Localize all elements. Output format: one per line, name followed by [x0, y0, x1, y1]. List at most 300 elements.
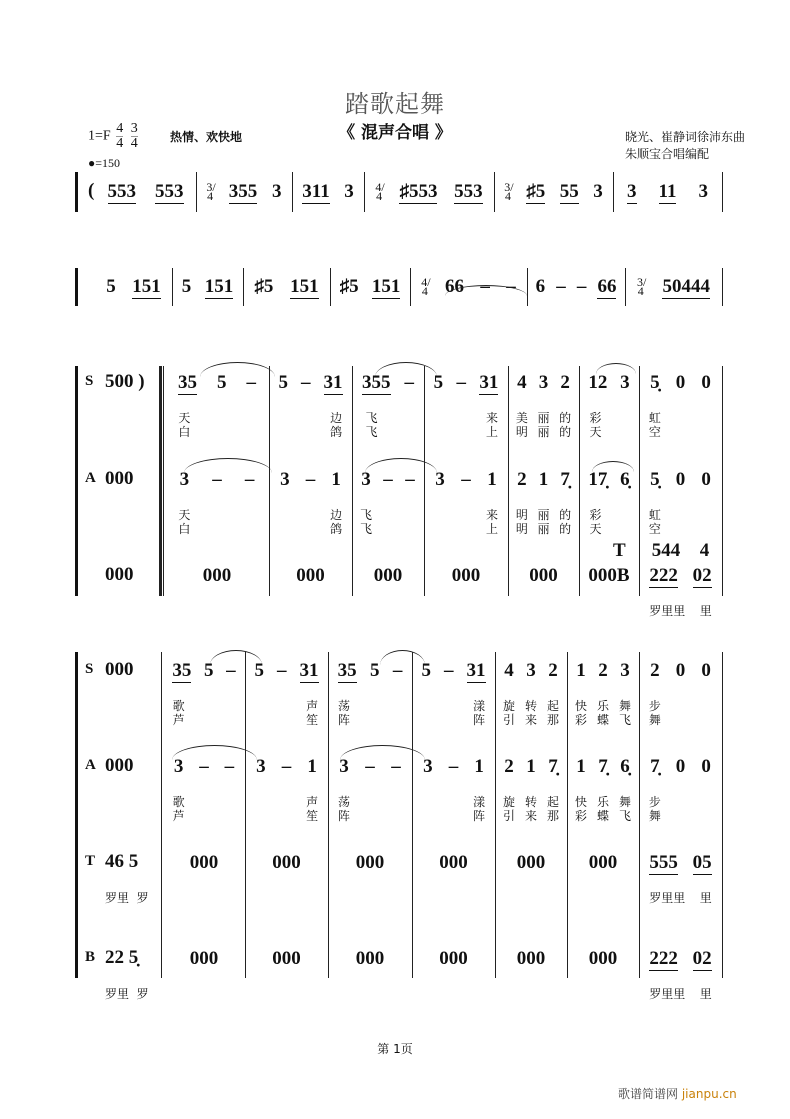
lyric-row [511, 411, 576, 425]
lyric [279, 522, 291, 536]
lyric: 丽 [537, 522, 550, 536]
note: 0 [675, 660, 686, 681]
lyric [398, 425, 410, 439]
measure [570, 851, 636, 875]
measure [333, 275, 407, 299]
lyric [434, 508, 446, 522]
note: 151 [371, 275, 401, 297]
note: 000 [189, 948, 219, 969]
lyric: 舞 [648, 713, 661, 727]
lyric-row [272, 411, 349, 425]
lyric: 歌 [172, 699, 185, 713]
lyric: 明 [515, 508, 528, 522]
lyric: 天 [589, 425, 602, 439]
pickup-notes: 000 [105, 755, 134, 776]
lyric: 彩 [574, 809, 587, 823]
voice-label: A [85, 470, 96, 486]
barline [196, 172, 197, 212]
lyric [447, 795, 459, 809]
note: 000B [588, 565, 630, 586]
note: 000 [588, 852, 618, 873]
lyric-row [642, 713, 719, 727]
lyric: 飞 [618, 713, 631, 727]
measure [168, 564, 266, 588]
lyric: 引 [502, 713, 515, 727]
note: 000 [451, 565, 481, 586]
slur [596, 363, 636, 374]
measure [166, 947, 242, 971]
note: 5 [278, 372, 288, 393]
note: 35 [172, 659, 192, 681]
lyric: 声 [306, 699, 319, 713]
lyric: 罗里 罗 [105, 987, 149, 1001]
lyric [255, 713, 267, 727]
note: – [456, 372, 466, 393]
lyric-row [248, 713, 325, 727]
lyric [211, 522, 223, 536]
measure [295, 180, 361, 204]
lyric [675, 425, 687, 439]
lyric-row [642, 604, 719, 618]
lyric: 上 [485, 522, 498, 536]
lyric-row [168, 425, 266, 439]
song-title: 踏歌起舞 [345, 90, 445, 118]
measure [427, 468, 505, 492]
lyric-row [166, 699, 242, 713]
lyric-row [272, 425, 349, 439]
lyric: 边 [330, 411, 343, 425]
measure [168, 539, 266, 563]
lyric: 天 [589, 522, 602, 536]
lyric-row [582, 425, 636, 439]
lyric: 明 [515, 425, 528, 439]
lyric-row [427, 425, 505, 439]
lyric: 漾 [473, 795, 486, 809]
lyric [390, 795, 402, 809]
lyric: 乐 [596, 699, 609, 713]
lyric-row [248, 795, 325, 809]
lyric-row [168, 411, 266, 425]
measure [498, 755, 564, 779]
lyric: 荡 [337, 699, 350, 713]
note: 151 [290, 275, 319, 297]
lyric: 里 [699, 604, 712, 618]
lyric: 笙 [306, 809, 319, 823]
lyric: 蝶 [596, 713, 609, 727]
lyric-row [355, 522, 421, 536]
measure [582, 371, 636, 395]
note: 0 [675, 372, 686, 393]
lyric [460, 411, 472, 425]
barline [722, 652, 723, 978]
measure [175, 275, 240, 299]
lyric: 来 [524, 713, 537, 727]
note: T [612, 540, 626, 561]
barline [328, 652, 329, 978]
note: – [392, 660, 403, 681]
note: – [405, 469, 415, 490]
lyric [460, 425, 472, 439]
lyric-row [272, 522, 349, 536]
note: 7̣ [598, 756, 608, 777]
lyric: 那 [546, 809, 559, 823]
tempo-value: =150 [95, 156, 121, 170]
lyric: 起 [546, 795, 559, 809]
measure [415, 659, 492, 683]
lyric [198, 795, 210, 809]
lyric-row [498, 713, 564, 727]
lyric [616, 508, 628, 522]
note: 553 [454, 180, 483, 202]
lyric: 天 [178, 411, 191, 425]
note: – [281, 756, 292, 777]
lyric [616, 411, 628, 425]
lyric-row [570, 795, 636, 809]
note: 3 [280, 469, 290, 490]
measure [582, 539, 636, 563]
lyric: 漾 [473, 699, 486, 713]
note: – [226, 660, 236, 681]
lyric [700, 522, 712, 536]
lyric [675, 522, 687, 536]
lyric-row [331, 809, 409, 823]
measure [642, 851, 719, 875]
lyric [255, 795, 267, 809]
note: 3 [538, 372, 549, 393]
measure [331, 851, 409, 875]
expression-marking: 热情、欢快地 [170, 130, 243, 144]
lyric-row [166, 795, 242, 809]
note: 3 [256, 756, 266, 777]
measure [246, 275, 327, 299]
lyric-row [355, 411, 421, 425]
measure [616, 180, 719, 204]
measure [511, 371, 576, 395]
watermark [618, 1085, 737, 1102]
note: 3 [173, 756, 184, 777]
measure [511, 468, 576, 492]
lyric: 来 [485, 508, 498, 522]
lyric: 芦 [172, 713, 185, 727]
note: 31 [466, 659, 486, 681]
measure [272, 564, 349, 588]
note: 553 [155, 180, 184, 202]
lyric: 转 [524, 795, 537, 809]
lyric: 阵 [473, 809, 486, 823]
lyric [279, 411, 291, 425]
lyric [675, 713, 687, 727]
ts-den: 4 [116, 136, 124, 151]
note: 6 [535, 276, 546, 297]
pickup-notes: 500 ) [105, 371, 145, 392]
note: 3 [593, 181, 603, 202]
note: – [246, 372, 256, 393]
lyric [422, 713, 434, 727]
system-bracket [75, 366, 78, 596]
lyric [700, 411, 712, 425]
note: 222 [649, 947, 678, 969]
lyric-row [642, 891, 719, 905]
lyric: 飞 [359, 522, 372, 536]
lyric [211, 411, 223, 425]
lyric [700, 508, 712, 522]
note: 2 [650, 660, 660, 681]
note: 0 [701, 660, 711, 681]
measure [272, 468, 349, 492]
time-signature: 3/4 [504, 180, 514, 203]
note: 0 [675, 469, 686, 490]
lyric-row [415, 713, 492, 727]
lyric: 旋 [502, 795, 515, 809]
note: – [576, 276, 587, 297]
note: 3 [344, 181, 354, 202]
note: 3 [627, 180, 637, 202]
note: – [365, 756, 375, 777]
ts-num: 3 [130, 121, 138, 136]
note: 5̣ [650, 469, 660, 490]
lyric: 飞 [365, 411, 378, 425]
lyric: 鸽 [330, 522, 343, 536]
lyric: 罗里里 [649, 987, 686, 1001]
barline [159, 366, 162, 596]
note: 05 [692, 851, 712, 873]
lyric: 丽 [537, 508, 550, 522]
system-bracket [75, 268, 78, 306]
lyric: 丽 [537, 411, 550, 425]
lyric-row [642, 809, 719, 823]
lyric: 步 [648, 699, 661, 713]
time-signature: 4/4 [375, 180, 385, 203]
slur [200, 362, 275, 377]
lyric-row [415, 795, 492, 809]
ts-den: 4 [130, 136, 138, 151]
lyric: 白 [178, 522, 191, 536]
lyric: 转 [524, 699, 537, 713]
time-signature-2 [131, 122, 138, 151]
barline [330, 268, 331, 306]
note: 7̣ [560, 469, 570, 490]
system-bracket [75, 172, 78, 212]
lyric-row [427, 522, 505, 536]
credit-arranger: 朱顺宝合唱编配 [625, 147, 710, 161]
lyric [211, 508, 223, 522]
lyric [244, 411, 256, 425]
note: – [244, 469, 255, 490]
lyric-row [642, 522, 719, 536]
lyric: 的 [559, 522, 572, 536]
note: 31 [299, 659, 319, 681]
lyric [198, 809, 210, 823]
lyric: 白 [178, 425, 191, 439]
lyric [434, 425, 446, 439]
lyric [390, 699, 402, 713]
note: 151 [132, 275, 161, 297]
measure [642, 468, 719, 492]
note: ♯5 [339, 276, 359, 297]
note: 3 [435, 469, 445, 490]
note: 555 [649, 851, 678, 873]
note: 35 [178, 371, 197, 393]
lyric [244, 522, 256, 536]
note: – [480, 276, 490, 297]
note: 5 [254, 660, 264, 681]
lyric: 歌 [172, 795, 185, 809]
note: 3 [698, 181, 708, 202]
lyric: 旋 [502, 699, 515, 713]
voice-label: T [85, 853, 96, 869]
note: 17̣ [588, 469, 608, 490]
barline [292, 172, 293, 212]
note: 5 [217, 372, 227, 393]
slur [210, 650, 262, 665]
lyric-row [642, 699, 719, 713]
note: 000 [588, 948, 618, 969]
note: 1 [331, 469, 341, 490]
lyric-row [642, 508, 719, 522]
time-signature: 3/4 [637, 275, 647, 298]
voice-label: B [85, 949, 96, 965]
note: – [461, 469, 471, 490]
barline [364, 172, 365, 212]
measure [642, 564, 719, 588]
measure [427, 371, 505, 395]
watermark-url: jianpu.cn [681, 1087, 737, 1101]
lyric [223, 699, 235, 713]
slur [365, 458, 437, 473]
lyric: 乐 [596, 795, 609, 809]
note: 1 [576, 756, 586, 777]
note: 0 [701, 756, 711, 777]
measure [498, 851, 564, 875]
note: 5 [421, 660, 431, 681]
note: 311 [302, 180, 330, 202]
lyric [422, 809, 434, 823]
lyric: 的 [559, 508, 572, 522]
measure [570, 755, 636, 779]
lyric-row [498, 795, 564, 809]
pickup-notes: 000 [105, 659, 134, 680]
lyric [382, 522, 394, 536]
barline [722, 268, 723, 306]
lyric: 笙 [306, 713, 319, 727]
lyric [675, 699, 687, 713]
note: 000 [439, 948, 468, 969]
voice-label: A [85, 757, 96, 773]
lyric: 起 [546, 699, 559, 713]
barline [410, 268, 411, 306]
lyric [675, 795, 687, 809]
lyric [279, 508, 291, 522]
lyric [364, 795, 376, 809]
lyric [434, 411, 446, 425]
note: ♯5 [254, 276, 274, 297]
note: 1 [538, 469, 549, 490]
note: 5 [369, 660, 380, 681]
note: – [448, 756, 459, 777]
measure [582, 564, 636, 588]
lyric-row [570, 713, 636, 727]
measure [642, 755, 719, 779]
lyric: 里 [699, 891, 712, 905]
barline [269, 366, 270, 596]
lyric: 罗里里 [649, 891, 686, 905]
lyric [304, 425, 316, 439]
lyric: 来 [524, 809, 537, 823]
note: 7̣ [650, 756, 660, 777]
ts-num: 4 [116, 121, 124, 136]
lyric: 快 [574, 795, 587, 809]
barline [352, 366, 353, 596]
key-signature: 1=F [88, 128, 111, 144]
lyric-row [331, 699, 409, 713]
lyric: 飞 [359, 508, 372, 522]
note: 2 [548, 660, 558, 681]
note: 000 [272, 948, 301, 969]
lyric [244, 425, 256, 439]
note: 66 [445, 276, 465, 297]
barline [722, 172, 723, 212]
lyric [279, 425, 291, 439]
lyric-row [331, 713, 409, 727]
measure [248, 947, 325, 971]
note: 2 [598, 660, 608, 681]
lyric-row [582, 508, 636, 522]
lyric: 舞 [648, 809, 661, 823]
note: – [212, 469, 222, 490]
lyric [700, 795, 712, 809]
lyric: 的 [559, 425, 572, 439]
lyric [447, 809, 459, 823]
lyric: 虹 [648, 508, 661, 522]
note: 1 [474, 756, 484, 777]
measure [415, 851, 492, 875]
note: ♯553 [399, 180, 438, 202]
note: – [301, 372, 311, 393]
slur [375, 362, 437, 377]
lyric [398, 411, 410, 425]
pickup-notes: ( [88, 180, 95, 201]
note: 7̣ [548, 756, 558, 777]
lyric-row [570, 699, 636, 713]
barline [424, 366, 425, 596]
barline [639, 652, 640, 978]
lyric: 荡 [337, 795, 350, 809]
note: 5 [433, 372, 444, 393]
note: 35 [337, 659, 357, 681]
lyric [404, 522, 416, 536]
note: 31 [323, 371, 343, 393]
note: 5̣ [650, 372, 660, 393]
pickup-notes: 46 5 [105, 851, 139, 872]
note: – [556, 276, 566, 297]
lyric-row [248, 809, 325, 823]
slur [184, 458, 272, 473]
lyric: 彩 [574, 713, 587, 727]
lyric: 那 [546, 713, 559, 727]
lyric: 边 [330, 508, 343, 522]
lyric [434, 522, 446, 536]
lyric [223, 809, 235, 823]
tempo-marking [88, 156, 120, 171]
note: 4 [517, 372, 527, 393]
lyric: 空 [648, 425, 661, 439]
lyric [675, 411, 687, 425]
lyric: 阵 [473, 713, 486, 727]
lyric [616, 522, 628, 536]
barline [243, 268, 244, 306]
lyric: 芦 [172, 809, 185, 823]
measure [272, 539, 349, 563]
